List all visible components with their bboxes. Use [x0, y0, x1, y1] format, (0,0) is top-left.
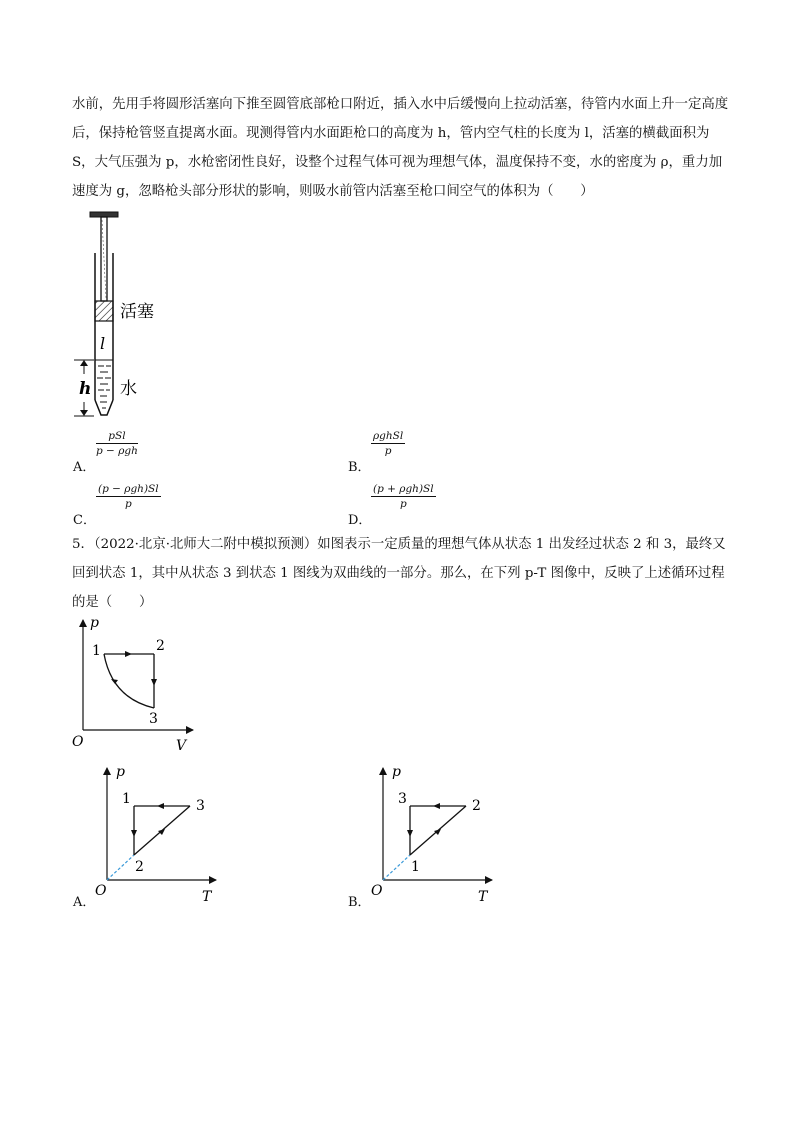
option-a-origin-label: O — [95, 883, 107, 899]
option-b-denominator: p — [384, 445, 392, 457]
option-b-pt-graph — [368, 760, 498, 910]
pv-state-1: 1 — [92, 643, 101, 659]
option-a-pt-graph — [92, 760, 222, 910]
q4-text: 水前，先用手将圆形活塞向下推至圆管底部枪口附近，插入水中后缓慢向上拉动活塞，待管内水面上升一定高度后，保持枪管竖直提离水面。现测得管内水面距枪口的高度为 h，管内空气柱的长度为 l，活塞的横截面积为 S，大气压强为 p，水枪密闭性良好，设整个过程气体可视为理想气体，温度保持不变，水的密度为 ρ，重力加速度为 g，忽略枪头部分形状的影响，则吸水前管内活塞至枪口间空气的体积为（ ） — [72, 97, 729, 199]
option-a-state-1: 1 — [122, 791, 131, 807]
option-d-numerator: (p + ρgh)Sl — [373, 483, 434, 495]
option-a-x-axis-label: T — [202, 889, 212, 905]
option-c-denominator: p — [124, 498, 132, 510]
option-a-numerator: pSl — [96, 430, 138, 444]
option-b-graph-letter: B． — [348, 895, 371, 910]
option-b-y-axis-label: p — [392, 764, 401, 780]
option-a-state-2: 2 — [135, 859, 144, 875]
option-b-state-2: 2 — [472, 798, 481, 814]
option-b-letter: B． — [348, 460, 371, 475]
option-d-formula — [371, 483, 436, 510]
l-label: l — [100, 334, 106, 353]
water-label: 水 — [120, 379, 137, 399]
water-gun-figure — [70, 208, 180, 423]
option-c-letter: C． — [73, 513, 96, 528]
option-b-state-1: 1 — [411, 859, 420, 875]
option-b-numerator: ρghSl — [373, 430, 404, 442]
piston-label: 活塞 — [120, 302, 154, 322]
option-a-denominator: p − ρgh — [96, 445, 138, 457]
h-label: h — [79, 379, 92, 399]
option-c-formula — [96, 483, 161, 510]
pv-state-2: 2 — [156, 638, 165, 654]
option-d-letter: D． — [348, 513, 372, 528]
option-a-graph-letter: A． — [73, 895, 96, 910]
pv-state-3: 3 — [149, 711, 158, 727]
q5-text: 5．（2022·北京·北师大二附中模拟预测）如图表示一定质量的理想气体从状态 1 出发经过状态 2 和 3，最终又回到状态 1，其中从状态 3 到状态 1 图线为双曲线的一部分。那么，在下列 p-T 图像中，反映了上述循环过程的是（ ） — [72, 537, 726, 610]
option-b-x-axis-label: T — [478, 889, 488, 905]
option-a-letter: A． — [73, 460, 96, 475]
option-a-formula — [96, 430, 138, 457]
pv-y-axis-label: p — [90, 615, 99, 631]
option-b-formula — [371, 430, 405, 457]
option-b-origin-label: O — [371, 883, 383, 899]
pv-x-axis-label: V — [176, 738, 187, 754]
option-b-state-3: 3 — [398, 791, 407, 807]
option-a-state-3: 3 — [196, 798, 205, 814]
option-c-numerator: (p − ρgh)Sl — [98, 483, 159, 495]
option-a-y-axis-label: p — [116, 764, 125, 780]
option-d-denominator: p — [399, 498, 407, 510]
pv-graph — [68, 612, 198, 758]
pv-origin-label: O — [72, 734, 84, 750]
